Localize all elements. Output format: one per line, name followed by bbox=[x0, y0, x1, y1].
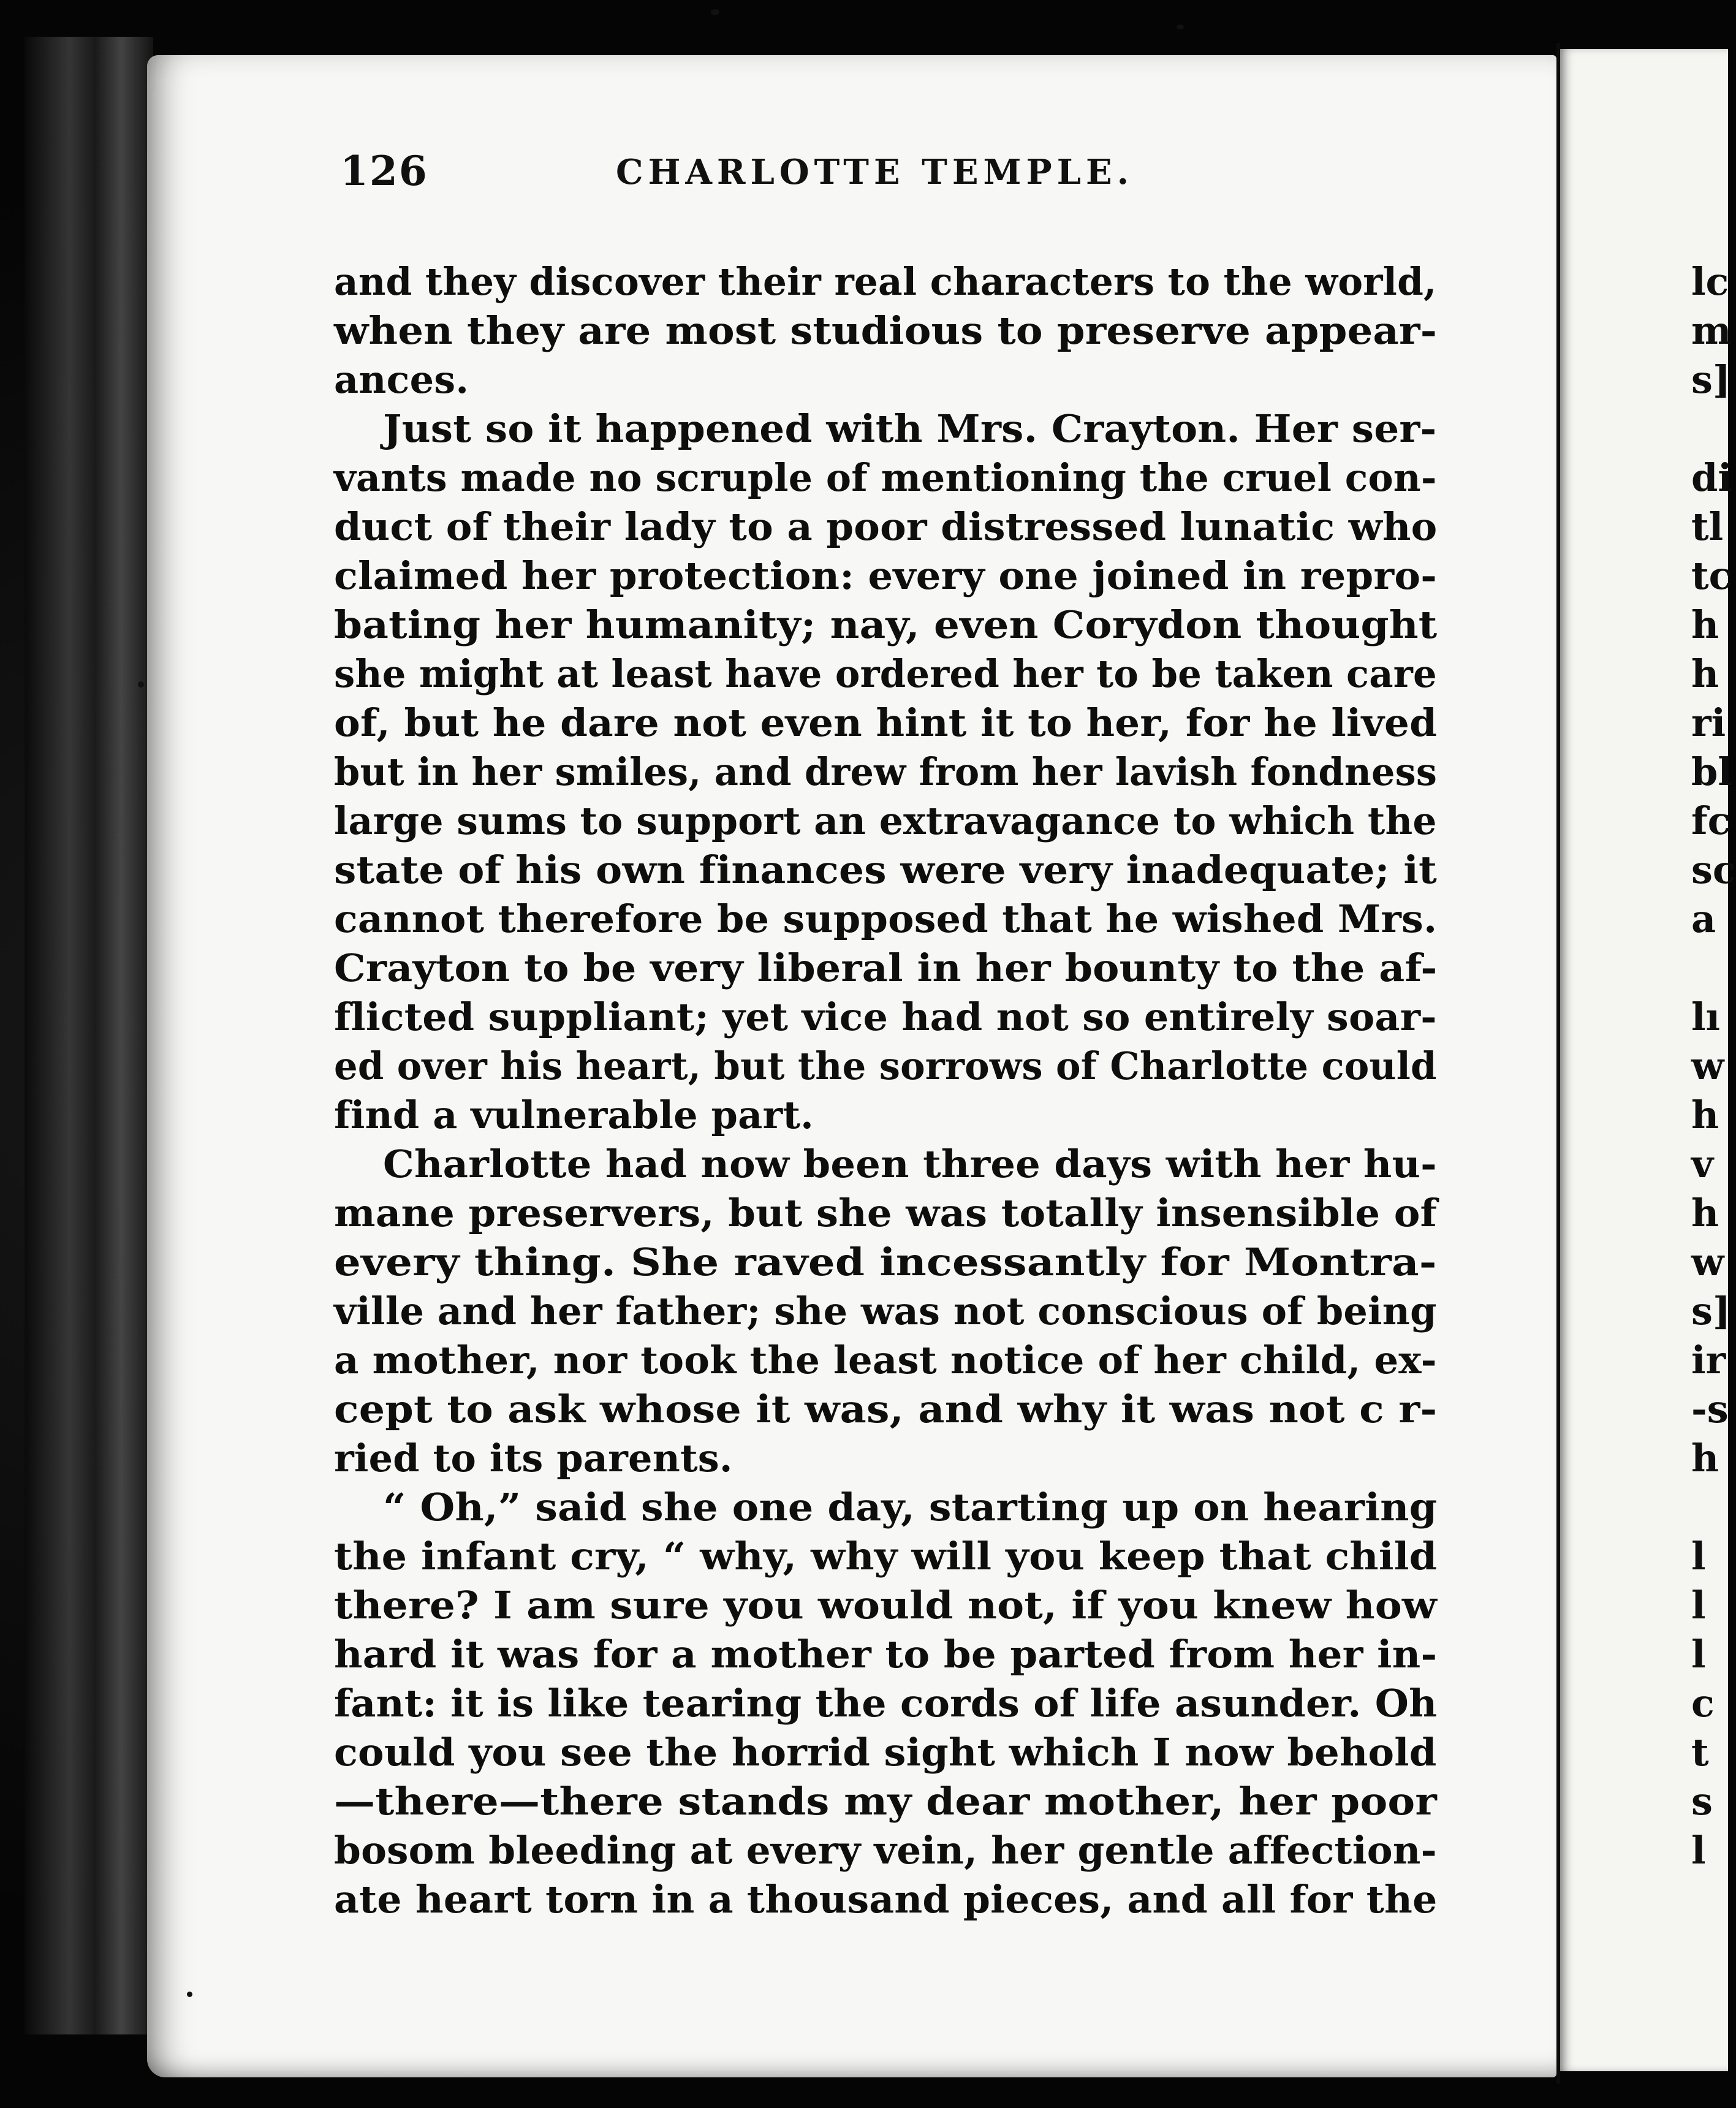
right-page-fragment: h bbox=[1691, 602, 1719, 647]
text-line: bating her humanity; nay, even Corydon thought bbox=[334, 602, 1438, 647]
text-line: a mother, nor took the least notice of her child, ex- bbox=[334, 1338, 1437, 1382]
right-page-fragment: a bbox=[1691, 897, 1716, 941]
text-line: and they discover their real characters to the world, bbox=[334, 259, 1437, 304]
right-page-fragment: h bbox=[1691, 1436, 1719, 1481]
text-line: but in her smiles, and drew from her lavish fondness bbox=[334, 749, 1438, 794]
right-page-fragment: l bbox=[1691, 1632, 1706, 1677]
right-page-fragment: l bbox=[1691, 1534, 1706, 1579]
text-line: ances. bbox=[334, 357, 469, 402]
text-line: ville and her father; she was not conscious of being bbox=[334, 1289, 1437, 1333]
right-page-fragment: h bbox=[1691, 1093, 1719, 1137]
text-line: vants made no scruple of mentioning the cruel con- bbox=[334, 455, 1437, 500]
text-line: she might at least have ordered her to be taken care bbox=[334, 651, 1437, 696]
text-line: ed over his heart, but the sorrows of Charlotte could bbox=[334, 1044, 1437, 1088]
right-page-fragment: di bbox=[1691, 455, 1732, 500]
right-page-fragment: tc bbox=[1691, 553, 1732, 598]
page-number: 126 bbox=[340, 147, 428, 195]
right-page-fragment: h bbox=[1691, 1191, 1719, 1235]
text-line: fant: it is like tearing the cords of life asunder. Oh bbox=[334, 1681, 1438, 1726]
text-line: when they are most studious to preserve appear- bbox=[334, 308, 1438, 353]
text-line: Just so it happened with Mrs. Crayton. Her ser- bbox=[383, 406, 1437, 451]
text-line: there? I am sure you would not, if you knew how bbox=[334, 1583, 1437, 1628]
right-page-fragment: l bbox=[1691, 1583, 1706, 1628]
book-spine bbox=[25, 37, 153, 2034]
right-page-fragment: w bbox=[1691, 1044, 1724, 1088]
text-line: every thing. She raved incessantly for Montra- bbox=[334, 1240, 1437, 1284]
scan-speck bbox=[1177, 25, 1184, 29]
right-page-fragment: m bbox=[1691, 308, 1732, 353]
right-page-fragment: ir bbox=[1691, 1338, 1726, 1382]
scan-speck bbox=[187, 1992, 192, 1997]
right-page-fragment: tl bbox=[1691, 504, 1724, 549]
right-page-fragment: l bbox=[1691, 1828, 1706, 1873]
text-line: mane preservers, but she was totally insensible of bbox=[334, 1191, 1438, 1235]
text-line: bosom bleeding at every vein, her gentle affection- bbox=[334, 1828, 1437, 1873]
text-line: Crayton to be very liberal in her bounty to the af- bbox=[334, 946, 1438, 990]
right-page-fragment: v bbox=[1691, 1142, 1714, 1186]
text-line: ate heart torn in a thousand pieces, and all for the bbox=[334, 1877, 1438, 1922]
text-line: ried to its parents. bbox=[334, 1436, 733, 1481]
right-page-fragment: sc bbox=[1691, 847, 1736, 892]
right-page-fragment: s bbox=[1691, 1779, 1713, 1824]
scan-speck bbox=[711, 9, 719, 15]
text-line: cept to ask whose it was, and why it was not c r- bbox=[334, 1387, 1438, 1431]
book-title: CHARLOTTE TEMPLE. bbox=[616, 152, 1134, 192]
right-page-fragment: bl bbox=[1691, 749, 1732, 794]
right-page-fragment: h bbox=[1691, 651, 1719, 696]
right-page-fragment: w bbox=[1691, 1240, 1724, 1284]
right-page-fragment: lc bbox=[1691, 259, 1729, 304]
right-page-fragment: lı bbox=[1691, 995, 1721, 1039]
text-line: flicted suppliant; yet vice had not so entirely soar- bbox=[334, 995, 1437, 1039]
right-page-fragment: s] bbox=[1691, 1289, 1731, 1333]
right-page-fragment: fc bbox=[1691, 798, 1731, 843]
right-page-fragment: -s bbox=[1691, 1387, 1729, 1431]
running-head bbox=[340, 147, 1517, 202]
text-line: cannot therefore be supposed that he wished Mrs. bbox=[334, 897, 1438, 941]
text-line: hard it was for a mother to be parted from her in- bbox=[334, 1632, 1438, 1677]
right-page-fragment: t bbox=[1691, 1730, 1709, 1775]
text-line: claimed her protection: every one joined in repro- bbox=[334, 553, 1437, 598]
text-line: find a vulnerable part. bbox=[334, 1093, 814, 1137]
text-line: of, but he dare not even hint it to her, for he lived bbox=[334, 700, 1438, 745]
right-page-fragment: s] bbox=[1691, 357, 1731, 402]
text-line: —there—there stands my dear mother, her poor bbox=[334, 1779, 1437, 1824]
text-line: “ Oh,” said she one day, starting up on hearing bbox=[383, 1485, 1438, 1530]
text-line: state of his own finances were very inadequate; it bbox=[334, 847, 1438, 892]
text-line: the infant cry, “ why, why will you keep that child bbox=[334, 1534, 1438, 1579]
right-page-fragment: c bbox=[1691, 1681, 1715, 1726]
scan-speck bbox=[138, 681, 144, 688]
text-line: could you see the horrid sight which I now behold bbox=[334, 1730, 1437, 1775]
text-line: Charlotte had now been three days with her hu- bbox=[383, 1142, 1437, 1186]
text-line: duct of their lady to a poor distressed lunatic who bbox=[334, 504, 1438, 549]
right-page-fragment: ri bbox=[1691, 700, 1726, 745]
text-line: large sums to support an extravagance to which the bbox=[334, 798, 1437, 843]
